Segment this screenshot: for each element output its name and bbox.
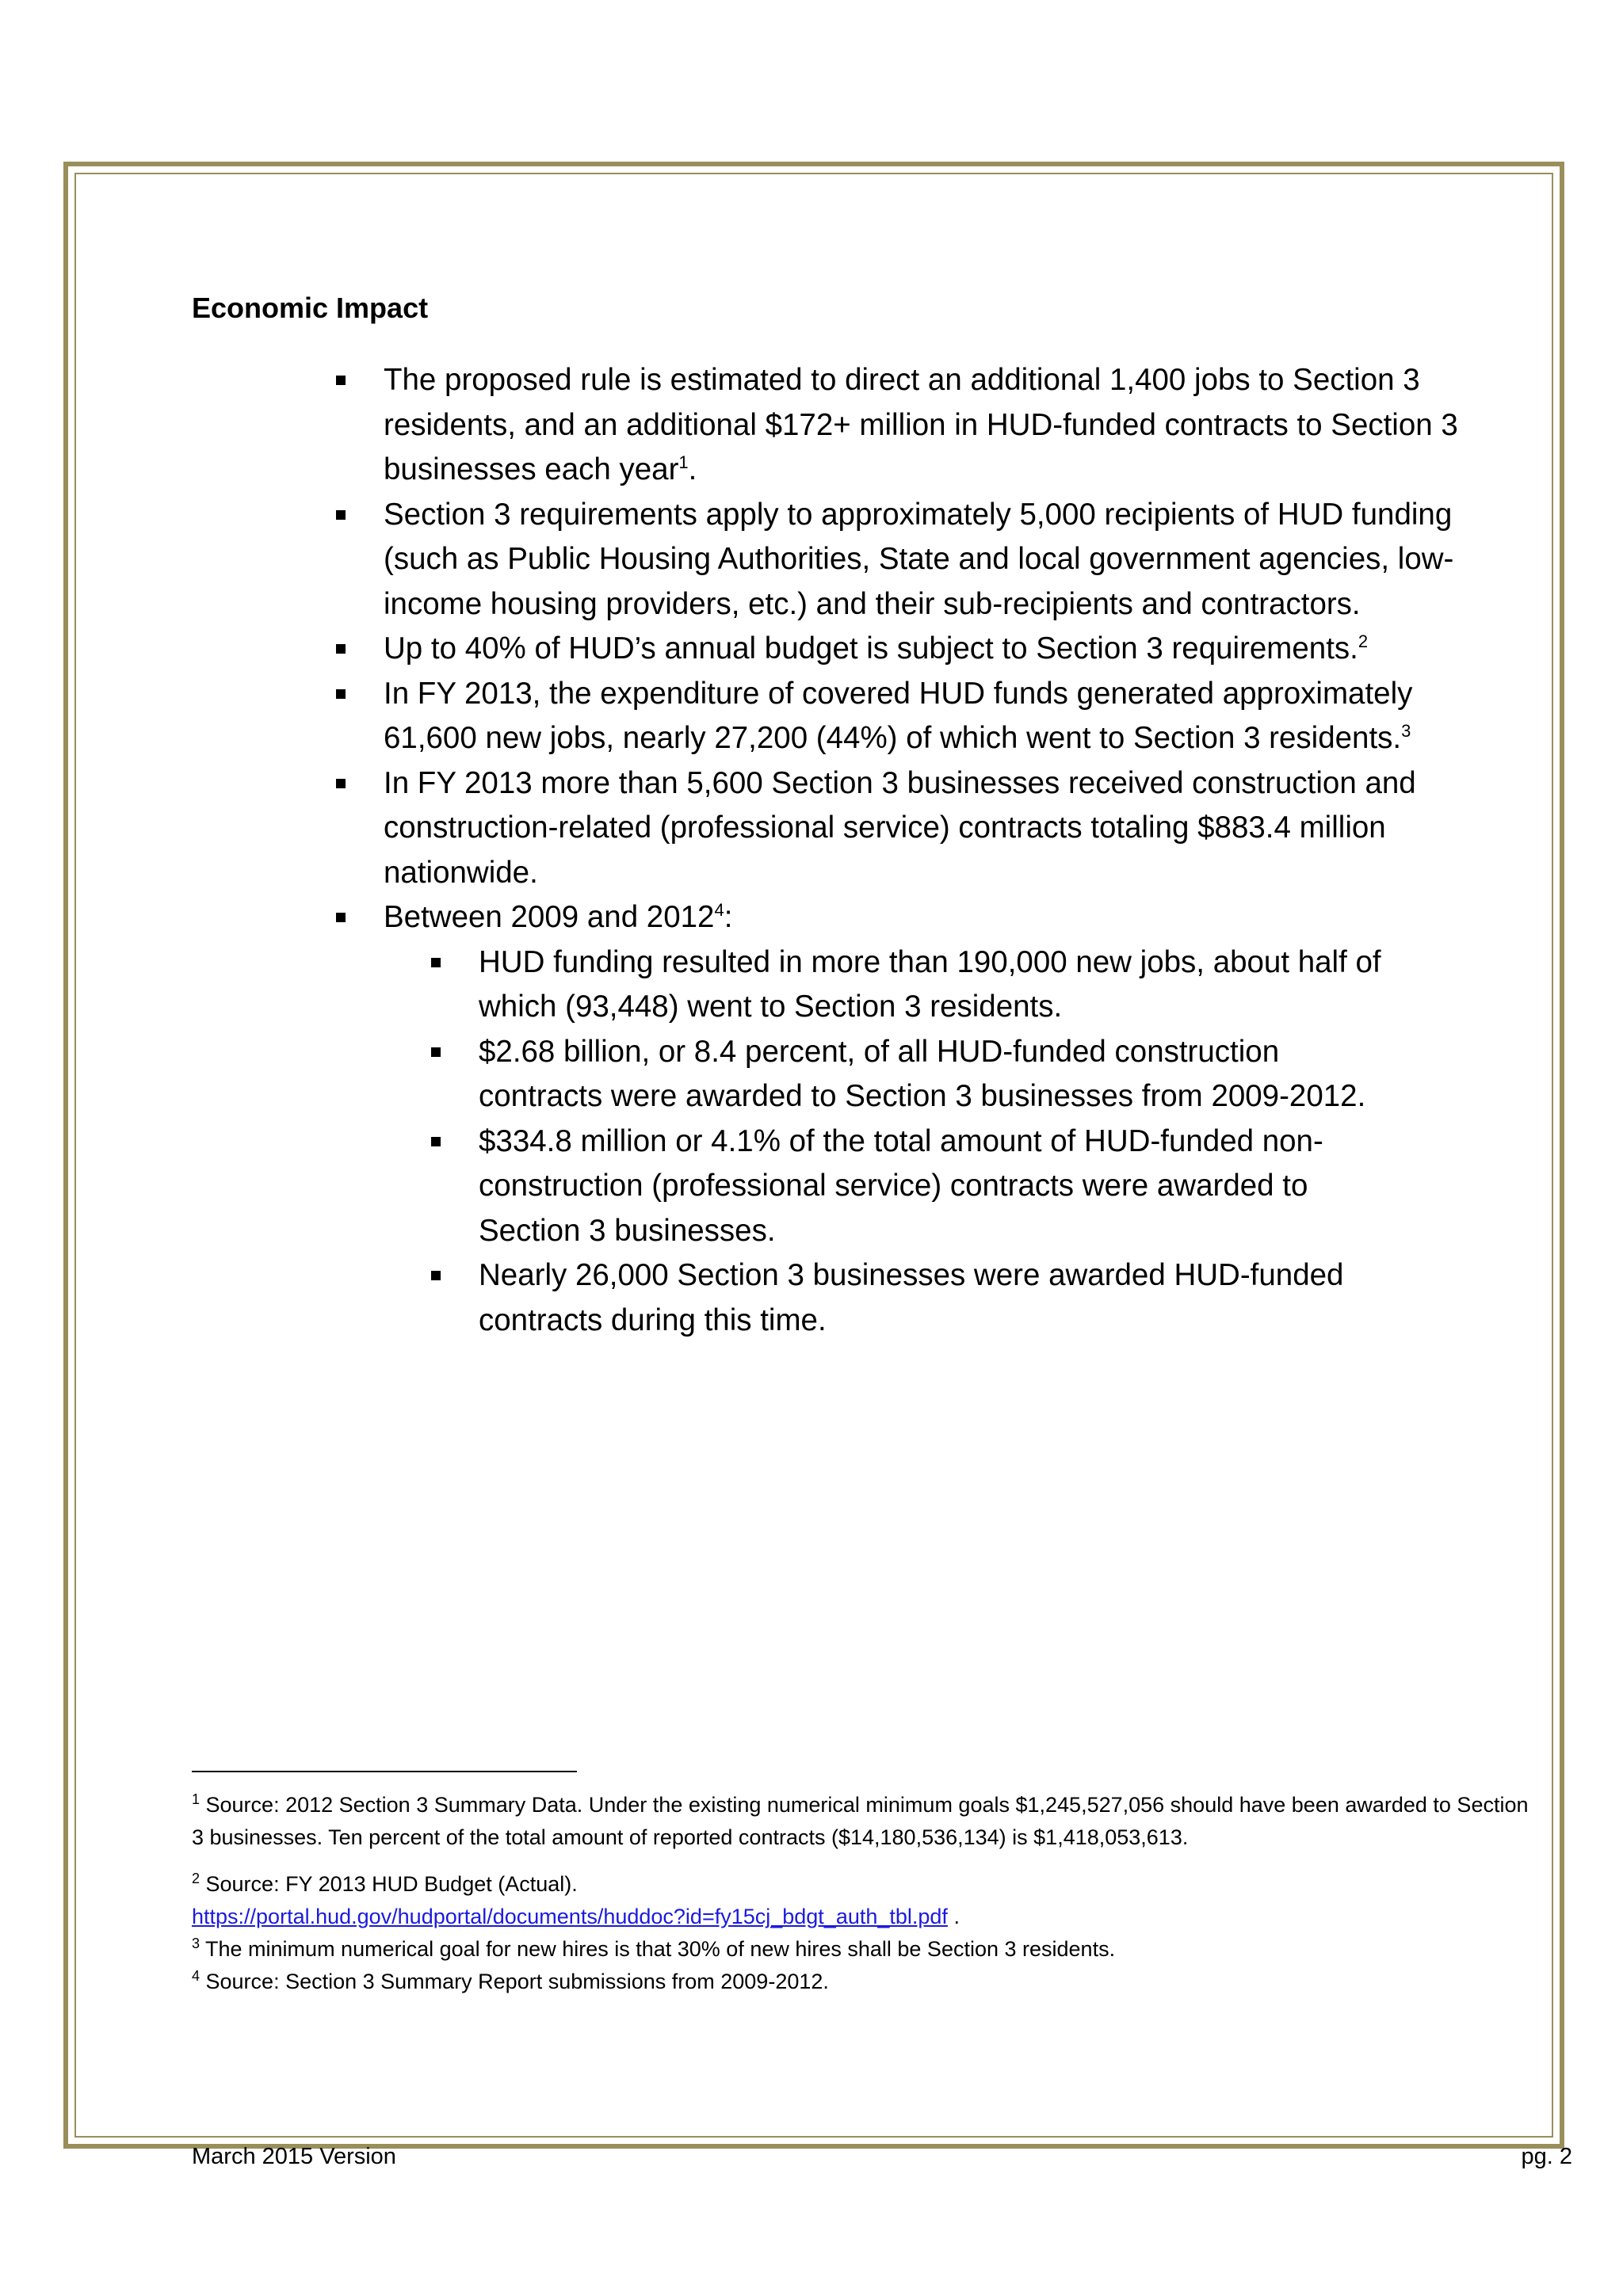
footer-page-number: pg. 2 xyxy=(1521,2144,1572,2169)
footnotes xyxy=(192,1789,1539,1998)
footnote-2 xyxy=(192,1868,1539,1901)
sub-bullet-item: $2.68 billion, or 8.4 percent, of all HUD-funded construction contracts were awarded to Section 3 businesses from 2009-2012. xyxy=(428,1030,1411,1119)
footnote-text: . xyxy=(947,1905,960,1928)
bullet-text: In FY 2013, the expenditure of covered HUD funds generated approximately 61,600 new jobs, nearly 27,200 (44%) of which went to Section 3 residents. xyxy=(384,676,1413,755)
bullet-text: The proposed rule is estimated to direct an additional 1,400 jobs to Section 3 residents, and an additional $172+ million in HUD-funded contracts to Section 3 businesses each year xyxy=(384,363,1458,486)
footnote-3 xyxy=(192,1933,1539,1966)
footnote-2-link-line xyxy=(192,1901,1539,1933)
footnote-ref[interactable]: 2 xyxy=(1358,631,1369,652)
section-heading: Economic Impact xyxy=(192,292,429,324)
bullet-item xyxy=(333,627,1458,672)
bullet-text: Up to 40% of HUD’s annual budget is subject to Section 3 requirements. xyxy=(384,631,1358,666)
footnote-ref[interactable]: 1 xyxy=(678,452,689,473)
footnote-text: Source: Section 3 Summary Report submissions from 2009-2012. xyxy=(200,1970,829,1993)
footnote-ref[interactable]: 3 xyxy=(1401,721,1411,742)
bullet-item xyxy=(333,761,1458,896)
bullet-item xyxy=(333,358,1458,493)
sub-bullet-item: $334.8 million or 4.1% of the total amount of HUD-funded non-construction (professional service) contracts were awarded to Section 3 businesses. xyxy=(428,1119,1411,1254)
bullet-text: In FY 2013 more than 5,600 Section 3 businesses received construction and construction-related (professional service) contracts totaling $883.4 million nationwide. xyxy=(384,765,1416,890)
bullet-item xyxy=(333,672,1458,761)
footer-version: March 2015 Version xyxy=(192,2144,396,2169)
footnote-separator xyxy=(192,1771,577,1772)
footnote-text: Source: 2012 Section 3 Summary Data. Under the existing numerical minimum goals $1,245,527,056 should have been awarded to Section 3 businesses. Ten percent of the total amount of reported contracts ($14,180,536,134) is $1,418,053,613. xyxy=(192,1793,1529,1849)
footnote-ref[interactable]: 4 xyxy=(714,900,724,921)
sub-bullet-item: Nearly 26,000 Section 3 businesses were awarded HUD-funded contracts during this time. xyxy=(428,1253,1411,1343)
bullet-text: Section 3 requirements apply to approximately 5,000 recipients of HUD funding (such as Public Housing Authorities, State and local government agencies, low-income housing providers, etc.) and their sub-recipients and contractors. xyxy=(384,497,1454,621)
sub-bullet-list xyxy=(384,940,1411,1344)
bullet-text-tail: . xyxy=(688,452,697,486)
footnote-text: Source: FY 2013 HUD Budget (Actual). xyxy=(200,1872,578,1896)
bullet-item xyxy=(333,493,1458,627)
footnote-number: 1 xyxy=(192,1791,200,1807)
footnote-1 xyxy=(192,1789,1539,1854)
bullet-list xyxy=(333,358,1458,1343)
bullet-text: Between 2009 and 2012 xyxy=(384,900,715,934)
bullet-item xyxy=(333,895,1458,1343)
footnote-number: 4 xyxy=(192,1968,200,1984)
bullet-text-tail: : xyxy=(724,900,733,934)
footnote-text: The minimum numerical goal for new hires is that 30% of new hires shall be Section 3 residents. xyxy=(200,1937,1116,1961)
footnote-number: 3 xyxy=(192,1936,200,1951)
budget-link[interactable]: https://portal.hud.gov/hudportal/documents/huddoc?id=fy15cj_bdgt_auth_tbl.pdf xyxy=(192,1905,948,1928)
sub-bullet-item: HUD funding resulted in more than 190,000 new jobs, about half of which (93,448) went to Section 3 residents. xyxy=(428,940,1411,1030)
footnote-4 xyxy=(192,1966,1539,1998)
footnote-number: 2 xyxy=(192,1871,200,1886)
